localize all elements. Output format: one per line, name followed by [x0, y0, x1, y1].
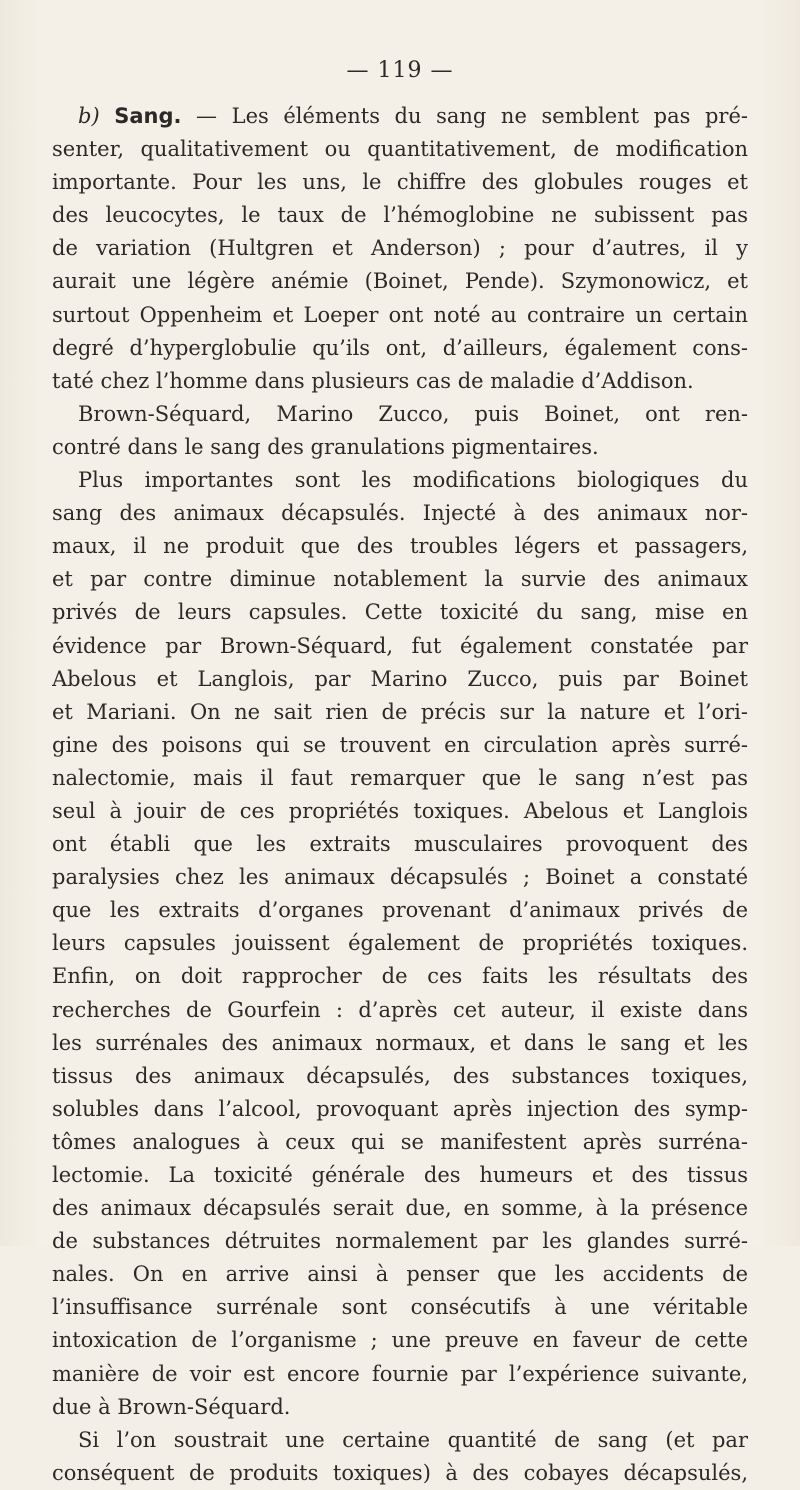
- text-line: contré dans le sang des granulations pigmentaires.: [52, 434, 599, 459]
- text-line: Abelous et Langlois, par Marino Zucco, puis par Boinet: [52, 666, 748, 691]
- text-line: Si l’on soustrait une certaine quantité de sang (et par: [78, 1427, 748, 1452]
- text-line: des animaux décapsulés serait due, en somme, à la présence: [52, 1196, 748, 1221]
- text-line: nalectomie, mais il faut remarquer que le sang n’est pas: [52, 765, 748, 790]
- text-line: manière de voir est encore fournie par l’expérience suivante,: [52, 1361, 748, 1386]
- text-line: taté chez l’homme dans plusieurs cas de maladie d’Addison.: [52, 368, 694, 393]
- text-line: de substances détruites normalement par les glandes surré-: [52, 1229, 748, 1254]
- body-text: [52, 100, 748, 1490]
- text-line: gine des poisons qui se trouvent en circulation après surré-: [52, 732, 748, 757]
- text-line: solubles dans l’alcool, provoquant après injection des symp-: [52, 1096, 748, 1121]
- text-line: leurs capsules jouissent également de propriétés toxiques.: [52, 931, 748, 956]
- text-line: évidence par Brown-Séquard, fut également constatée par: [52, 633, 748, 658]
- text-line: les surrénales des animaux normaux, et dans le sang et les: [52, 1030, 748, 1055]
- text-line: seul à jouir de ces propriétés toxiques. Abelous et Langlois: [52, 798, 748, 823]
- text-line: b) Sang. — Les éléments du sang ne semblent pas pré-: [78, 104, 748, 128]
- text-line: tômes analogues à ceux qui se manifestent après surréna-: [52, 1129, 748, 1154]
- text-line: l’insuffisance surrénale sont consécutifs à une véritable: [52, 1295, 748, 1320]
- text-line: recherches de Gourfein : d’après cet auteur, il existe dans: [52, 997, 748, 1022]
- text-line: aurait une légère anémie (Boinet, Pende). Szymonowicz, et: [52, 269, 748, 294]
- text-line: sang des animaux décapsulés. Injecté à des animaux nor-: [52, 501, 748, 526]
- text-line: privés de leurs capsules. Cette toxicité du sang, mise en: [52, 600, 748, 625]
- text-line: nales. On en arrive ainsi à penser que les accidents de: [52, 1262, 748, 1287]
- text-line: lectomie. La toxicité générale des humeurs et des tissus: [52, 1163, 748, 1187]
- text-line: importante. Pour les uns, le chiffre des globules rouges et: [52, 170, 748, 195]
- text-line: maux, il ne produit que des troubles légers et passagers,: [52, 534, 748, 559]
- text-line: due à Brown-Séquard.: [52, 1394, 291, 1419]
- section-marker: b): [78, 104, 100, 128]
- text-line: paralysies chez les animaux décapsulés ; Boinet a constaté: [52, 865, 748, 890]
- text-line: et par contre diminue notablement la survie des animaux: [52, 567, 748, 592]
- text-line: surtout Oppenheim et Loeper ont noté au contraire un certain: [52, 302, 748, 327]
- text-line: Brown-Séquard, Marino Zucco, puis Boinet, ont ren-: [78, 401, 748, 426]
- text-line: conséquent de produits toxiques) à des cobayes décapsulés,: [52, 1460, 748, 1485]
- text-line: degré d’hyperglobulie qu’ils ont, d’ailleurs, également cons-: [52, 335, 748, 360]
- text-line: et Mariani. On ne sait rien de précis sur la nature et l’ori-: [52, 699, 748, 724]
- text-line: senter, qualitativement ou quantitativement, de modification: [52, 137, 748, 162]
- text-line: de variation (Hultgren et Anderson) ; pour d’autres, il y: [52, 236, 748, 261]
- page-number: — 119 —: [346, 58, 454, 83]
- text-line: des leucocytes, le taux de l’hémoglobine ne subissent pas: [52, 203, 748, 228]
- text-line: Plus importantes sont les modifications biologiques du: [78, 468, 748, 493]
- text-line: tissus des animaux décapsulés, des substances toxiques,: [52, 1063, 748, 1088]
- text-line: que les extraits d’organes provenant d’animaux privés de: [52, 898, 748, 923]
- text-line: intoxication de l’organisme ; une preuve en faveur de cette: [52, 1328, 748, 1353]
- text-line: ont établi que les extraits musculaires provoquent des: [52, 832, 748, 857]
- section-heading: Sang.: [114, 104, 182, 128]
- text-line: Enfin, on doit rapprocher de ces faits les résultats des: [52, 964, 748, 989]
